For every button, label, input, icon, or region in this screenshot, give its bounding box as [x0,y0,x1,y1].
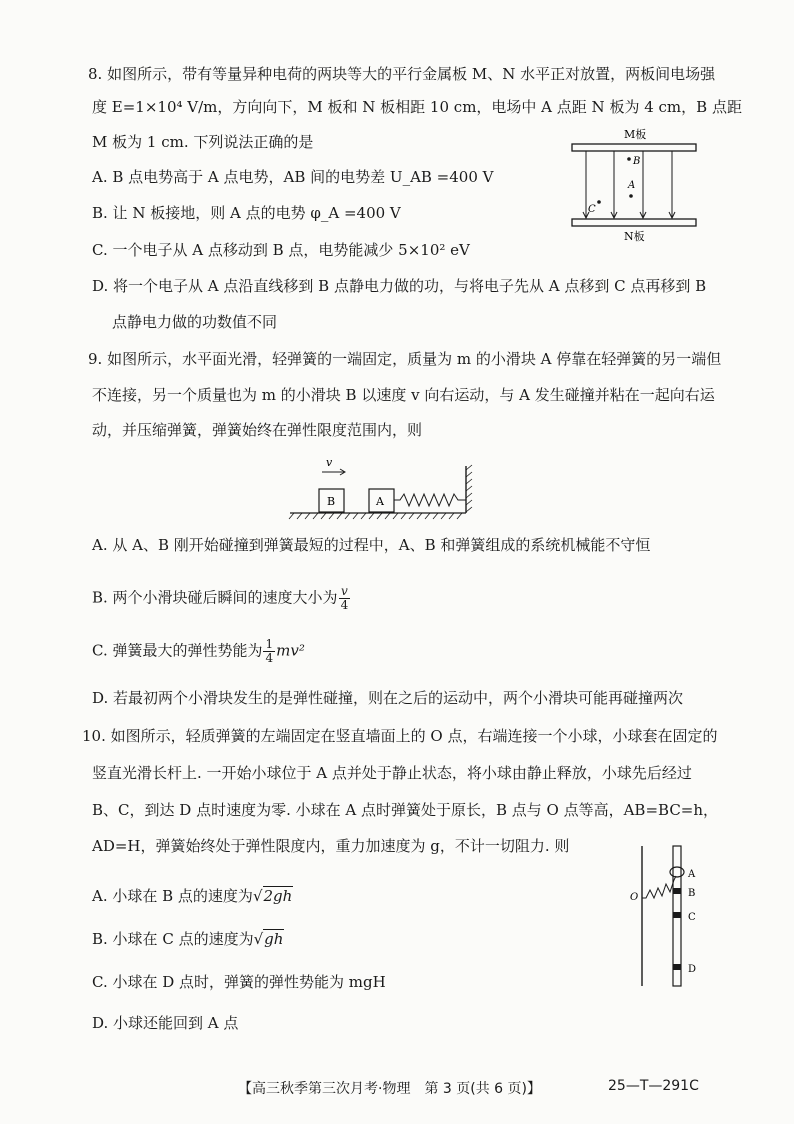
q10-option-b: B. 小球在 C 点的速度为√gh [92,930,284,948]
q8-stem-line-2: 度 E=1×10⁴ V/m，方向向下，M 板和 N 板相距 10 cm，电场中 A 点距 N 板为 4 cm，B 点距 [92,98,742,116]
q10-stem-line-2: 竖直光滑长杆上. 一开始小球位于 A 点并处于静止状态，将小球由静止释放，小球先后经过 [92,764,692,782]
q9-stem-line-3: 动，并压缩弹簧，弹簧始终在弹性限度范围内，则 [92,421,423,439]
paper-code: 25—T—291C [608,1078,699,1094]
q10-option-d: D. 小球还能回到 A 点 [92,1014,239,1032]
q9-option-c-denominator: 4 [265,651,274,665]
q8-capacitor-figure [566,124,706,252]
q8-fig-point-b: B [633,156,641,167]
q8-option-d-line-1: D. 将一个电子从 A 点沿直线移到 B 点静电力做的功，与将电子先从 A 点移到 C 点再移到 B [92,277,707,295]
q10-fig-label-c: C [688,912,696,923]
q9-option-c-numerator: 1 [265,637,274,651]
q9-option-b-text: B. 两个小滑块碰后瞬间的速度大小为 [92,588,338,607]
q8-option-b: B. 让 N 板接地，则 A 点的电势 φ_A =400 V [92,204,401,222]
q9-slider-figure [286,452,486,528]
q9-option-d: D. 若最初两个小滑块发生的是弹性碰撞，则在之后的运动中，两个小滑块可能再碰撞两次 [92,689,684,707]
q9-fig-velocity-label: v [326,456,333,469]
q8-fig-point-c: C [588,204,596,215]
q10-stem-line-3: B、C，到达 D 点时速度为零. 小球在 A 点时弹簧处于原长，B 点与 O 点等高，AB=BC=h， [92,801,719,819]
q10-option-a: A. 小球在 B 点的速度为√2gh [92,887,293,905]
q8-stem-line-3: M 板为 1 cm. 下列说法正确的是 [92,133,314,151]
q10-option-b-root: gh [264,930,284,948]
q10-stem-line-1: 10. 如图所示，轻质弹簧的左端固定在竖直墙面上的 O 点，右端连接一个小球，小球套在固定的 [82,727,718,745]
q8-fig-point-a: A [628,180,636,191]
q9-option-b-fraction [339,585,351,612]
q10-fig-point-o: O [630,892,639,903]
page-footer: 【高三秋季第三次月考·物理 第 3 页(共 6 页)】 [238,1081,541,1097]
q10-fig-label-d: D [688,964,697,975]
q9-stem-line-2: 不连接，另一个质量也为 m 的小滑块 B 以速度 v 向右运动，与 A 发生碰撞并粘在一起向右运 [92,386,715,404]
q9-option-b-denominator: 4 [340,598,349,612]
q9-option-c [92,638,305,665]
q8-fig-n-label: N板 [624,230,645,243]
q10-fig-label-a: A [688,869,696,880]
q10-option-b-text: B. 小球在 C 点的速度为 [92,930,254,948]
q8-option-a: A. B 点电势高于 A 点电势，AB 间的电势差 U_AB =400 V [92,168,494,186]
q9-option-b [92,585,351,612]
q10-spring-rod-figure [624,840,708,996]
q8-fig-m-label: M板 [624,128,647,141]
q8-option-c: C. 一个电子从 A 点移动到 B 点，电势能减少 5×10² eV [92,241,470,259]
q9-option-a: A. 从 A、B 刚开始碰撞到弹簧最短的过程中，A、B 和弹簧组成的系统机械能不守恒 [92,536,651,554]
q10-stem-line-4: AD=H，弹簧始终处于弹性限度内，重力加速度为 g，不计一切阻力. 则 [92,837,570,855]
q9-stem-line-1: 9. 如图所示，水平面光滑，轻弹簧的一端固定，质量为 m 的小滑块 A 停靠在轻弹簧的另一端但 [88,350,722,368]
q8-stem-line-1: 8. 如图所示，带有等量异种电荷的两块等大的平行金属板 M、N 水平正对放置，两板间电场强 [88,65,716,83]
q9-fig-block-a: A [376,495,384,508]
q8-option-d-line-2: 点静电力做的功数值不同 [112,313,278,331]
q10-fig-label-b: B [688,888,696,899]
q9-option-c-text: C. 弹簧最大的弹性势能为 [92,641,263,660]
q9-option-c-fraction [263,638,275,665]
q9-option-c-expression: mv² [276,641,305,660]
q10-option-a-text: A. 小球在 B 点的速度为 [92,887,253,905]
q10-option-a-root: 2gh [263,887,293,905]
q9-option-b-numerator: v [340,584,348,598]
q9-fig-block-b: B [327,495,336,508]
q10-option-c: C. 小球在 D 点时，弹簧的弹性势能为 mgH [92,973,386,991]
